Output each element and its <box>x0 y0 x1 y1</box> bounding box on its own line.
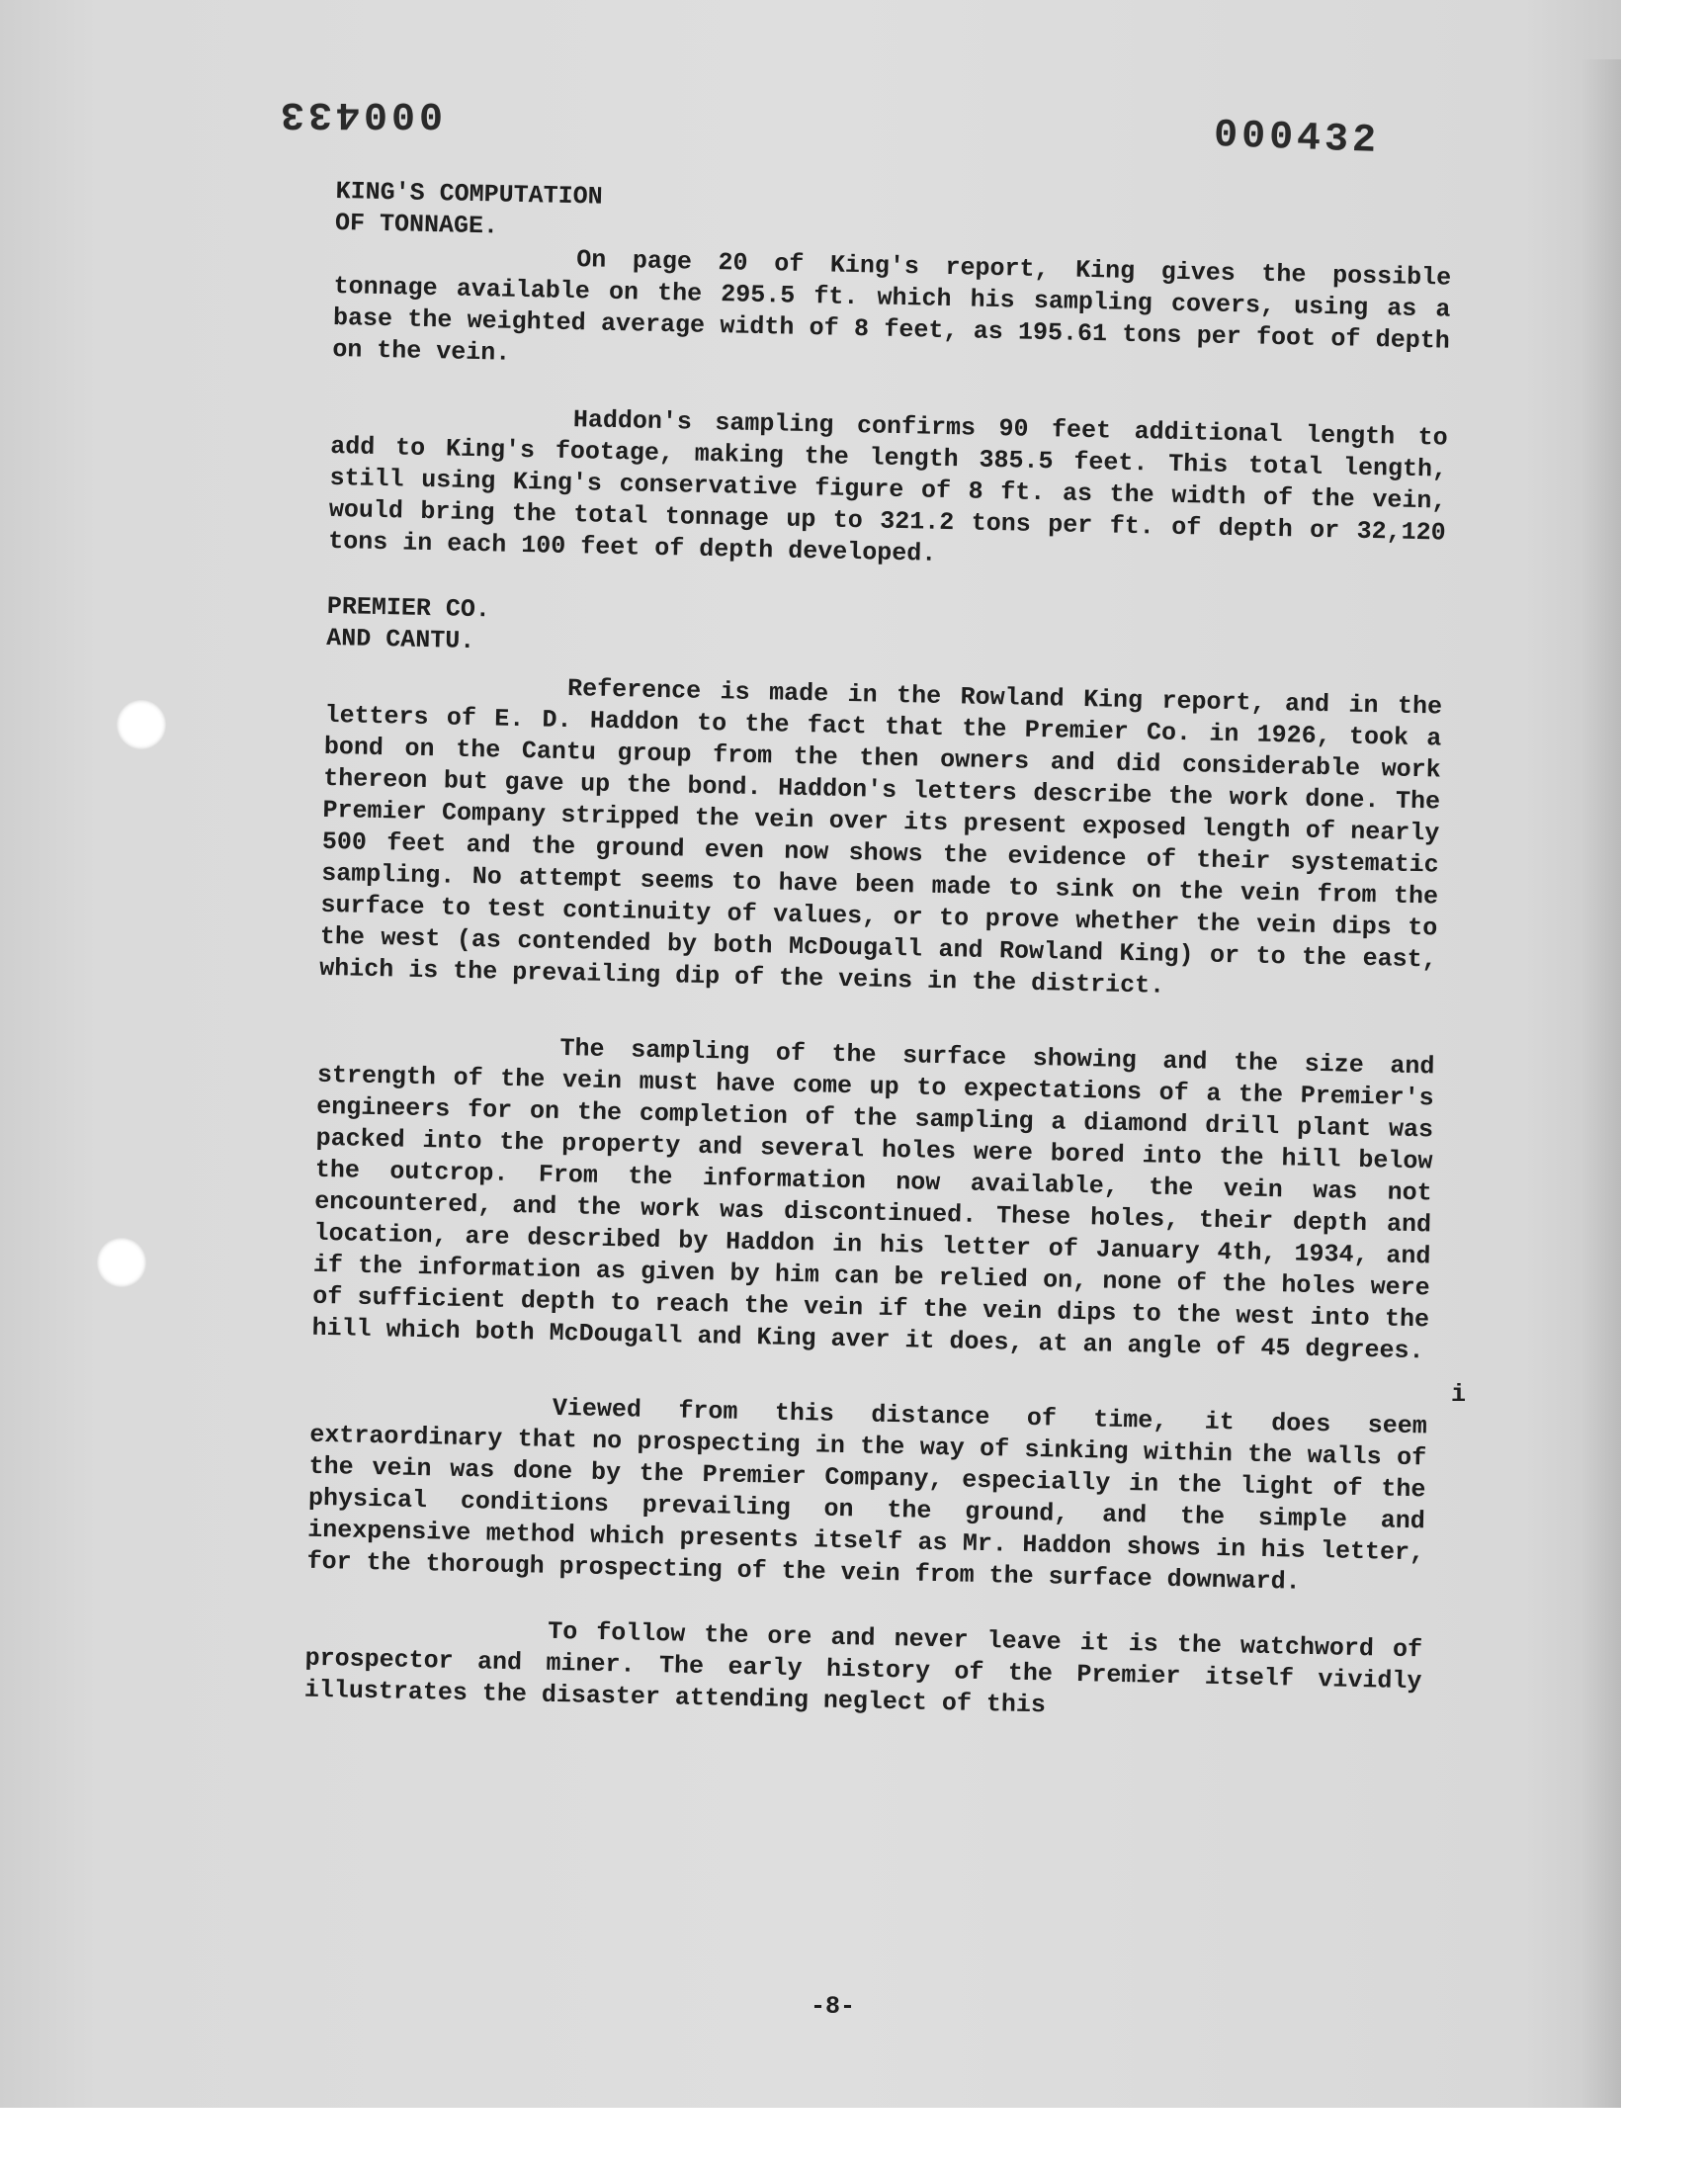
page-number: -8- <box>811 1992 856 2021</box>
body-paragraph: On page 20 of King's report, King gives the possible tonnage available on the 295.5 ft. which his sampling covers, using as a base the weighted average width of 8 feet, as 195.61 tons per foot of depth on the vein. <box>332 245 1452 368</box>
section-heading-kings-computation: KING'S COMPUTATION OF TONNAGE. <box>334 176 603 241</box>
body-paragraph: The sampling of the surface showing and the size and strength of the vein must have come up to expectations of a the Premier's engineers for on the completion of the sampling a diamond drill plant was packed into the property and several holes were bored into the hill below the outcrop. From the information now available, the vein was not encountered, and the work was discontinued. These holes, their depth and location, are described by Haddon in his letter of January 4th, 1934, and if the information as given by him can be relied on, none of the holes were of sufficient depth to reach the vein if the vein dips to the west into the hill which both McDougall and King aver it does, at an angle of 45 degrees. <box>311 1033 1435 1366</box>
margin-mark: i <box>1451 1380 1467 1409</box>
section-heading-premier-cantu: PREMIER CO. AND CANTU. <box>325 591 491 656</box>
body-paragraph: Reference is made in the Rowland King report, and in the letters of E. D. Haddon to the fact that the Premier Co. in 1926, took a bond on the Cantu group from the then owners and did considerable work thereon but gave up the bond. Haddon's letters describe the work done. The Premier Company stripped the vein over its present exposed length of nearly 500 feet and the ground even now shows the evidence of their systematic sampling. No attempt seems to have been made to sink on the vein from the surface to test continuity of values, or to prove whether the vein dips to the west (as contended by both McDougall and Rowland King) or to the east, which is the prevailing dip of the veins in the district. <box>318 674 1443 1000</box>
page-edge-shadow <box>1581 59 1621 2108</box>
document-stamp-inverted: 000433 <box>277 91 444 135</box>
document-stamp-number: 000432 <box>1213 114 1381 164</box>
body-paragraph: Haddon's sampling confirms 90 feet additional length to add to King's footage, making the length 385.5 feet. This total length, still using King's conservative figure of 8 ft. as the width of the vein, would bring the total tonnage up to 321.2 tons per ft. of depth or 32,120 tons in each 100 feet of depth developed. <box>327 405 1448 568</box>
body-paragraph: Viewed from this distance of time, it does seem extraordinary that no prospecting in the way of sinking within the walls of the vein was done by the Premier Company, especially in the light of the physical conditions prevailing on the ground, and the simple and inexpensive method which presents itself as Mr. Haddon shows in his letter, for the thorough prospecting of the vein from the surface downward. <box>306 1393 1428 1597</box>
binder-hole-bottom <box>97 1238 146 1287</box>
document-body <box>304 176 1453 1729</box>
body-paragraph: To follow the ore and never leave it is the watchword of prospector and miner. The early history of the Premier itself vividly illustrates the disaster attending neglect of this <box>303 1616 1423 1720</box>
binder-hole-top <box>117 700 166 749</box>
